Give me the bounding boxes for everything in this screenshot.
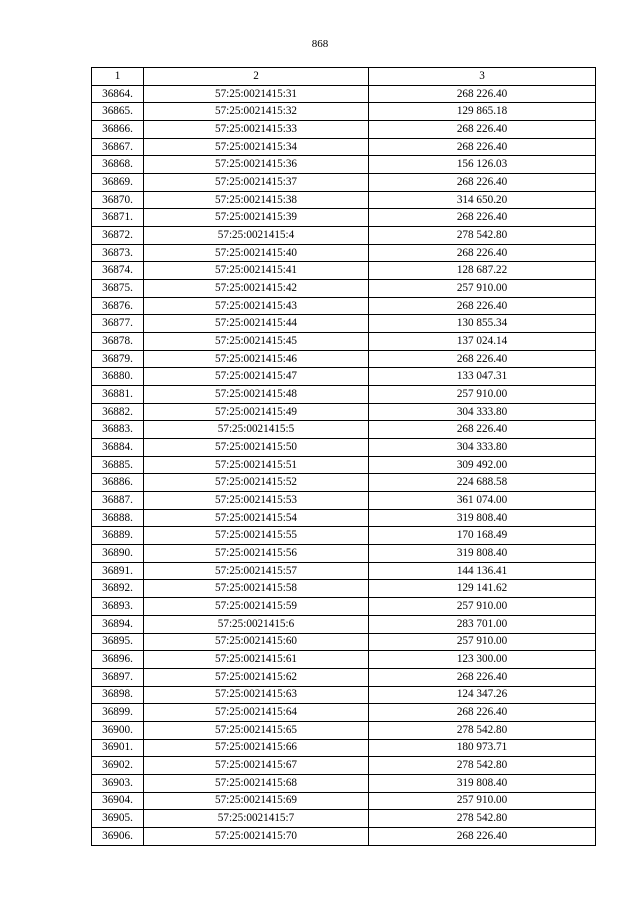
value-cell: 278 542.80 — [369, 757, 596, 775]
row-number-cell: 36874. — [92, 262, 144, 280]
row-number-cell: 36901. — [92, 739, 144, 757]
cadastral-number-cell: 57:25:0021415:54 — [144, 509, 369, 527]
row-number-cell: 36866. — [92, 121, 144, 139]
value-cell: 304 333.80 — [369, 403, 596, 421]
value-cell: 268 226.40 — [369, 209, 596, 227]
value-cell: 361 074.00 — [369, 492, 596, 510]
value-cell: 170 168.49 — [369, 527, 596, 545]
cadastral-number-cell: 57:25:0021415:61 — [144, 651, 369, 669]
row-number-cell: 36882. — [92, 403, 144, 421]
row-number-cell: 36898. — [92, 686, 144, 704]
cadastral-number-cell: 57:25:0021415:45 — [144, 333, 369, 351]
header-cell-2: 2 — [144, 68, 369, 86]
value-cell: 268 226.40 — [369, 704, 596, 722]
table-row — [92, 562, 596, 580]
value-cell: 268 226.40 — [369, 138, 596, 156]
row-number-cell: 36887. — [92, 492, 144, 510]
value-cell: 268 226.40 — [369, 668, 596, 686]
row-number-cell: 36905. — [92, 810, 144, 828]
table-row — [92, 315, 596, 333]
cadastral-number-cell: 57:25:0021415:63 — [144, 686, 369, 704]
table-row — [92, 421, 596, 439]
cadastral-number-cell: 57:25:0021415:7 — [144, 810, 369, 828]
row-number-cell: 36886. — [92, 474, 144, 492]
cadastral-number-cell: 57:25:0021415:32 — [144, 103, 369, 121]
table-row — [92, 704, 596, 722]
table-row — [92, 739, 596, 757]
row-number-cell: 36904. — [92, 792, 144, 810]
cadastral-number-cell: 57:25:0021415:50 — [144, 439, 369, 457]
row-number-cell: 36906. — [92, 827, 144, 845]
table-row — [92, 545, 596, 563]
cadastral-number-cell: 57:25:0021415:65 — [144, 721, 369, 739]
value-cell: 268 226.40 — [369, 827, 596, 845]
cadastral-number-cell: 57:25:0021415:58 — [144, 580, 369, 598]
row-number-cell: 36893. — [92, 598, 144, 616]
table-row — [92, 615, 596, 633]
table-row — [92, 456, 596, 474]
cadastral-number-cell: 57:25:0021415:48 — [144, 386, 369, 404]
table-row — [92, 244, 596, 262]
value-cell: 156 126.03 — [369, 156, 596, 174]
cadastral-number-cell: 57:25:0021415:36 — [144, 156, 369, 174]
cadastral-number-cell: 57:25:0021415:5 — [144, 421, 369, 439]
header-cell-3: 3 — [369, 68, 596, 86]
value-cell: 268 226.40 — [369, 297, 596, 315]
value-cell: 268 226.40 — [369, 174, 596, 192]
cadastral-number-cell: 57:25:0021415:49 — [144, 403, 369, 421]
value-cell: 257 910.00 — [369, 633, 596, 651]
cadastral-number-cell: 57:25:0021415:34 — [144, 138, 369, 156]
cadastral-number-cell: 57:25:0021415:44 — [144, 315, 369, 333]
cadastral-number-cell: 57:25:0021415:38 — [144, 191, 369, 209]
row-number-cell: 36880. — [92, 368, 144, 386]
table-row — [92, 209, 596, 227]
row-number-cell: 36868. — [92, 156, 144, 174]
cadastral-number-cell: 57:25:0021415:70 — [144, 827, 369, 845]
cadastral-number-cell: 57:25:0021415:53 — [144, 492, 369, 510]
value-cell: 278 542.80 — [369, 227, 596, 245]
cadastral-number-cell: 57:25:0021415:47 — [144, 368, 369, 386]
cadastral-number-cell: 57:25:0021415:40 — [144, 244, 369, 262]
table-row — [92, 598, 596, 616]
table-body — [92, 68, 596, 846]
row-number-cell: 36873. — [92, 244, 144, 262]
value-cell: 124 347.26 — [369, 686, 596, 704]
row-number-cell: 36879. — [92, 350, 144, 368]
table-row — [92, 121, 596, 139]
cadastral-number-cell: 57:25:0021415:37 — [144, 174, 369, 192]
table-row — [92, 368, 596, 386]
table-row — [92, 403, 596, 421]
value-cell: 278 542.80 — [369, 721, 596, 739]
table-row — [92, 333, 596, 351]
value-cell: 257 910.00 — [369, 386, 596, 404]
value-cell: 304 333.80 — [369, 439, 596, 457]
value-cell: 319 808.40 — [369, 509, 596, 527]
table-row — [92, 85, 596, 103]
table-row — [92, 474, 596, 492]
table-row — [92, 509, 596, 527]
value-cell: 309 492.00 — [369, 456, 596, 474]
value-cell: 268 226.40 — [369, 85, 596, 103]
value-cell: 257 910.00 — [369, 598, 596, 616]
row-number-cell: 36877. — [92, 315, 144, 333]
row-number-cell: 36897. — [92, 668, 144, 686]
page-number: 868 — [311, 38, 329, 50]
cadastral-number-cell: 57:25:0021415:68 — [144, 774, 369, 792]
value-cell: 278 542.80 — [369, 810, 596, 828]
value-cell: 319 808.40 — [369, 774, 596, 792]
cadastral-number-cell: 57:25:0021415:66 — [144, 739, 369, 757]
table-row — [92, 138, 596, 156]
table-row — [92, 156, 596, 174]
table-row — [92, 686, 596, 704]
value-cell: 268 226.40 — [369, 121, 596, 139]
row-number-cell: 36885. — [92, 456, 144, 474]
row-number-cell: 36890. — [92, 545, 144, 563]
table-row — [92, 174, 596, 192]
table-row — [92, 527, 596, 545]
table-row — [92, 439, 596, 457]
row-number-cell: 36902. — [92, 757, 144, 775]
cadastral-number-cell: 57:25:0021415:43 — [144, 297, 369, 315]
row-number-cell: 36872. — [92, 227, 144, 245]
value-cell: 129 865.18 — [369, 103, 596, 121]
table-row — [92, 492, 596, 510]
table-row — [92, 827, 596, 845]
cadastral-number-cell: 57:25:0021415:60 — [144, 633, 369, 651]
cadastral-number-cell: 57:25:0021415:33 — [144, 121, 369, 139]
table-row — [92, 810, 596, 828]
cadastral-number-cell: 57:25:0021415:51 — [144, 456, 369, 474]
row-number-cell: 36867. — [92, 138, 144, 156]
value-cell: 123 300.00 — [369, 651, 596, 669]
value-cell: 137 024.14 — [369, 333, 596, 351]
cadastral-number-cell: 57:25:0021415:69 — [144, 792, 369, 810]
cadastral-number-cell: 57:25:0021415:31 — [144, 85, 369, 103]
cadastral-number-cell: 57:25:0021415:42 — [144, 280, 369, 298]
cadastral-number-cell: 57:25:0021415:46 — [144, 350, 369, 368]
row-number-cell: 36864. — [92, 85, 144, 103]
row-number-cell: 36895. — [92, 633, 144, 651]
row-number-cell: 36865. — [92, 103, 144, 121]
value-cell: 128 687.22 — [369, 262, 596, 280]
table-row — [92, 227, 596, 245]
data-table — [91, 67, 596, 846]
table-row — [92, 350, 596, 368]
table-row — [92, 297, 596, 315]
value-cell: 180 973.71 — [369, 739, 596, 757]
row-number-cell: 36900. — [92, 721, 144, 739]
cadastral-number-cell: 57:25:0021415:41 — [144, 262, 369, 280]
row-number-cell: 36892. — [92, 580, 144, 598]
table-row — [92, 668, 596, 686]
cadastral-number-cell: 57:25:0021415:4 — [144, 227, 369, 245]
row-number-cell: 36896. — [92, 651, 144, 669]
table-row — [92, 757, 596, 775]
value-cell: 257 910.00 — [369, 280, 596, 298]
row-number-cell: 36891. — [92, 562, 144, 580]
row-number-cell: 36869. — [92, 174, 144, 192]
row-number-cell: 36903. — [92, 774, 144, 792]
row-number-cell: 36884. — [92, 439, 144, 457]
cadastral-number-cell: 57:25:0021415:56 — [144, 545, 369, 563]
value-cell: 224 688.58 — [369, 474, 596, 492]
row-number-cell: 36888. — [92, 509, 144, 527]
cadastral-number-cell: 57:25:0021415:59 — [144, 598, 369, 616]
cadastral-number-cell: 57:25:0021415:62 — [144, 668, 369, 686]
table-row — [92, 280, 596, 298]
table-row — [92, 103, 596, 121]
header-cell-1: 1 — [92, 68, 144, 86]
cadastral-number-cell: 57:25:0021415:39 — [144, 209, 369, 227]
row-number-cell: 36894. — [92, 615, 144, 633]
value-cell: 319 808.40 — [369, 545, 596, 563]
row-number-cell: 36889. — [92, 527, 144, 545]
table-row — [92, 262, 596, 280]
value-cell: 130 855.34 — [369, 315, 596, 333]
table-row — [92, 191, 596, 209]
table-row — [92, 774, 596, 792]
value-cell: 129 141.62 — [369, 580, 596, 598]
table-row — [92, 792, 596, 810]
cadastral-number-cell: 57:25:0021415:55 — [144, 527, 369, 545]
row-number-cell: 36870. — [92, 191, 144, 209]
cadastral-number-cell: 57:25:0021415:57 — [144, 562, 369, 580]
table-row — [92, 651, 596, 669]
value-cell: 268 226.40 — [369, 350, 596, 368]
row-number-cell: 36875. — [92, 280, 144, 298]
row-number-cell: 36878. — [92, 333, 144, 351]
table-header-row — [92, 68, 596, 86]
table-row — [92, 386, 596, 404]
row-number-cell: 36881. — [92, 386, 144, 404]
value-cell: 133 047.31 — [369, 368, 596, 386]
value-cell: 144 136.41 — [369, 562, 596, 580]
value-cell: 257 910.00 — [369, 792, 596, 810]
value-cell: 283 701.00 — [369, 615, 596, 633]
cadastral-number-cell: 57:25:0021415:52 — [144, 474, 369, 492]
value-cell: 268 226.40 — [369, 421, 596, 439]
table-row — [92, 721, 596, 739]
row-number-cell: 36883. — [92, 421, 144, 439]
cadastral-number-cell: 57:25:0021415:67 — [144, 757, 369, 775]
table-row — [92, 633, 596, 651]
row-number-cell: 36876. — [92, 297, 144, 315]
table-row — [92, 580, 596, 598]
row-number-cell: 36899. — [92, 704, 144, 722]
row-number-cell: 36871. — [92, 209, 144, 227]
cadastral-number-cell: 57:25:0021415:64 — [144, 704, 369, 722]
value-cell: 314 650.20 — [369, 191, 596, 209]
cadastral-number-cell: 57:25:0021415:6 — [144, 615, 369, 633]
value-cell: 268 226.40 — [369, 244, 596, 262]
